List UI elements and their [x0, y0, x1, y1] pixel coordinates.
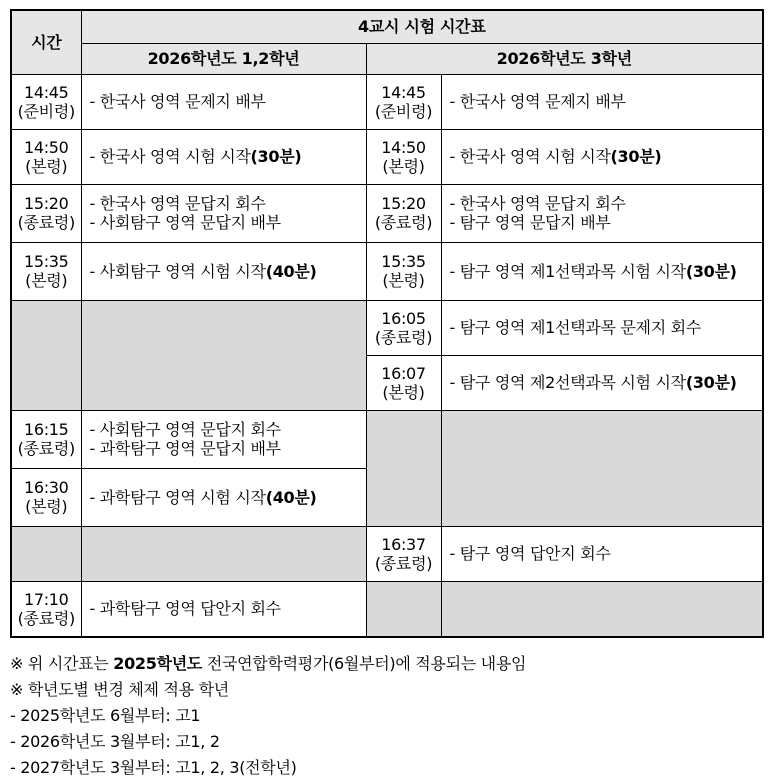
schedule-text: - 사회탐구 영역 문답지 회수: [89, 420, 281, 439]
time-cell: [366, 300, 441, 355]
time-value: 15:35: [381, 252, 426, 271]
time-value: 16:30: [23, 478, 69, 497]
note-text: ※ 위 시간표는: [10, 654, 114, 673]
schedule-text: - 탐구 영역 제1선택과목 시험 시작: [449, 261, 686, 281]
time-value: 14:45: [23, 82, 69, 102]
schedule-text: - 탐구 영역 답안지 회수: [449, 544, 611, 563]
schedule-cell: [81, 410, 366, 468]
schedule-cell: [81, 242, 366, 300]
time-cell: [366, 129, 441, 184]
note-line: - 2026학년도 3월부터: 고1, 2: [10, 732, 220, 751]
schedule-text: - 과학탐구 영역 답안지 회수: [89, 599, 281, 619]
table-row: [11, 74, 763, 129]
table-row: [11, 410, 763, 468]
time-column-header: 시간: [11, 10, 81, 74]
duration-text: (30분): [685, 261, 737, 281]
grade-3-header: 2026학년도 3학년: [366, 43, 763, 74]
notes-section: [10, 651, 762, 781]
time-cell: [11, 184, 81, 242]
time-cell: [366, 74, 441, 129]
schedule-text: - 한국사 영역 문제지 배부: [89, 92, 266, 111]
bell-type: (종료령): [374, 553, 433, 573]
duration-text: (40분): [265, 487, 317, 507]
time-value: 14:45: [381, 82, 426, 102]
schedule-cell: [441, 184, 763, 242]
table-row: [11, 184, 763, 242]
note-highlight: 2025학년도: [113, 654, 203, 673]
schedule-text: - 과학탐구 영역 문답지 배부: [89, 439, 281, 458]
time-cell: [366, 526, 441, 581]
bell-type: (종료령): [17, 213, 75, 232]
bell-type: (종료령): [374, 213, 433, 232]
schedule-cell: [441, 526, 763, 581]
schedule-cell: [441, 129, 763, 184]
grade-12-header: 2026학년도 1,2학년: [81, 43, 366, 74]
bell-type: (본령): [382, 156, 425, 176]
schedule-text: - 한국사 영역 시험 시작: [89, 147, 251, 166]
empty-cell: [441, 410, 763, 526]
schedule-text: - 한국사 영역 시험 시작: [449, 147, 611, 166]
bell-type: (본령): [382, 271, 425, 290]
bell-type: (본령): [25, 156, 68, 176]
time-value: 16:07: [381, 363, 426, 383]
note-line: [10, 651, 762, 677]
table-row: [11, 242, 763, 300]
empty-cell: [441, 581, 763, 637]
schedule-text: - 사회탐구 영역 문답지 배부: [89, 213, 281, 232]
time-value: 17:10: [23, 589, 69, 609]
schedule-cell: [441, 74, 763, 129]
empty-cell: [366, 581, 441, 637]
time-value: 15:20: [381, 194, 426, 213]
time-value: 14:50: [381, 137, 426, 157]
schedule-text: - 탐구 영역 제1선택과목 문제지 회수: [449, 318, 701, 337]
bell-type: (준비령): [374, 101, 433, 121]
table-title: 4교시 시험 시간표: [81, 10, 763, 43]
schedule-text: - 사회탐구 영역 시험 시작: [89, 261, 266, 281]
time-cell: [11, 410, 81, 468]
time-cell: [11, 74, 81, 129]
bell-type: (본령): [25, 497, 68, 516]
schedule-cell: [81, 468, 366, 526]
schedule-text: - 한국사 영역 문답지 회수: [449, 194, 626, 213]
time-value: 16:05: [381, 308, 426, 328]
schedule-cell: [441, 242, 763, 300]
time-value: 15:35: [23, 252, 69, 271]
time-cell: [366, 184, 441, 242]
bell-type: (준비령): [17, 101, 75, 121]
header-row-2: [11, 43, 763, 74]
table-row: [11, 526, 763, 581]
table-row: [11, 581, 763, 637]
table-row: [11, 129, 763, 184]
time-value: 15:20: [23, 194, 69, 213]
bell-type: (종료령): [17, 608, 75, 628]
schedule-text: - 탐구 영역 문답지 배부: [449, 213, 611, 232]
time-cell: [366, 355, 441, 410]
schedule-text: - 한국사 영역 문제지 배부: [449, 92, 626, 111]
duration-text: (30분): [610, 147, 662, 166]
time-value: 14:50: [23, 137, 69, 157]
time-value: 16:15: [23, 420, 69, 439]
duration-text: (30분): [250, 147, 302, 166]
note-line: - 2027학년도 3월부터: 고1, 2, 3(전학년): [10, 758, 297, 777]
empty-cell: [366, 410, 441, 526]
exam-timetable: [10, 9, 764, 638]
schedule-text: - 과학탐구 영역 시험 시작: [89, 487, 266, 507]
bell-type: (종료령): [17, 439, 75, 458]
bell-type: (본령): [25, 271, 68, 290]
bell-type: (본령): [382, 382, 425, 402]
bell-type: (종료령): [374, 327, 433, 347]
note-text: 전국연합학력평가(6월부터)에 적용되는 내용임: [202, 654, 527, 673]
schedule-cell: [81, 184, 366, 242]
schedule-cell: [81, 581, 366, 637]
schedule-cell: [441, 300, 763, 355]
schedule-text: - 탐구 영역 제2선택과목 시험 시작: [449, 373, 686, 392]
table-row: [11, 300, 763, 355]
duration-text: (40분): [265, 261, 317, 281]
empty-cell: [11, 300, 81, 410]
header-row-1: [11, 10, 763, 43]
time-cell: [366, 242, 441, 300]
time-cell: [11, 468, 81, 526]
time-cell: [11, 242, 81, 300]
time-cell: [11, 129, 81, 184]
empty-cell: [81, 526, 366, 581]
time-cell: [11, 581, 81, 637]
schedule-cell: [441, 355, 763, 410]
time-value: 16:37: [381, 534, 426, 554]
duration-text: (30분): [685, 373, 737, 392]
schedule-cell: [81, 129, 366, 184]
note-line: ※ 학년도별 변경 체제 적용 학년: [10, 680, 229, 699]
empty-cell: [11, 526, 81, 581]
schedule-cell: [81, 74, 366, 129]
empty-cell: [81, 300, 366, 410]
note-line: - 2025학년도 6월부터: 고1: [10, 706, 201, 725]
schedule-text: - 한국사 영역 문답지 회수: [89, 194, 266, 213]
